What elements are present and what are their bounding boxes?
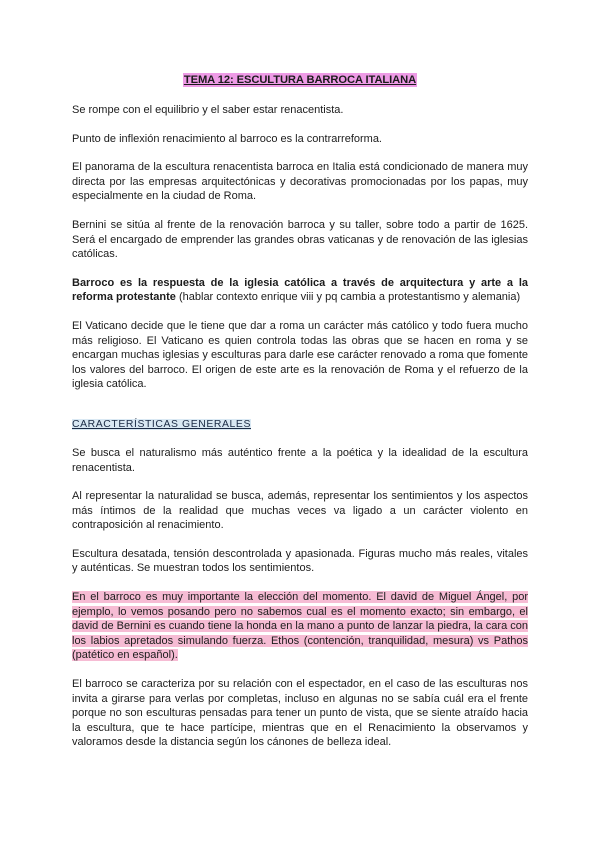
paragraph-respuesta-note: (hablar contexto enrique viii y pq cambia a protestantismo y alemania): [175, 291, 521, 304]
paragraph-vaticano: El Vaticano decide que le tiene que dar a roma un carácter más católico y todo fuera mucho más religioso. El Vaticano es quien controla todas las obras que se hacen en roma y se encargan muchas iglesias y esculturas para darle ese carácter renovado a roma que fomente los valores del barroco. El origen de este arte es la renovación de Roma y el refuerzo de la iglesia católica.: [72, 319, 528, 391]
section-heading-container: [72, 418, 528, 432]
paragraph-espectador: El barroco se caracteriza por su relación con el espectador, en el caso de las esculturas nos invita a girarse para verlas por completas, incluso en algunas no se sabía cuál era el frente porque no son esculturas pensadas para tener un punto de vista, que se siente atraído hacia la escultura, que te hace partícipe, mientras que en el Renacimiento la observamos y valoramos desde la distancia según los cánones de belleza ideal.: [72, 678, 528, 749]
section-heading: CARACTERÍSTICAS GENERALES: [72, 418, 251, 430]
paragraph-respuesta-bold: Barroco es la respuesta de la iglesia católica a través de arquitectura y arte a la reforma protestante: [72, 276, 528, 304]
document-title: TEMA 12: ESCULTURA BARROCA ITALIANA: [183, 74, 417, 86]
paragraph-naturalismo: Se busca el naturalismo más auténtico frente a la poética y la idealidad de la escultura renacentista.: [72, 446, 528, 474]
paragraph-momento-container: [72, 590, 528, 663]
paragraph-respuesta: [72, 276, 528, 305]
paragraph-escultura-desatada: Escultura desatada, tensión descontrolada y apasionada. Figuras mucho más reales, vitales y auténticas. Se muestran todos los sentimientos.: [72, 547, 528, 575]
paragraph-naturalidad: Al representar la naturalidad se busca, además, representar los sentimientos y los aspectos más íntimos de la realidad que muchas veces va ligado a un carácter violento en contraposición al renacimiento.: [72, 490, 528, 532]
paragraph-momento: En el barroco es muy importante la elección del momento. El david de Miguel Ángel, por ejemplo, lo vemos posando pero no sabemos cual es el momento exacto; sin embargo, el david de Bernini es cuando tiene la honda en la mano a punto de lanzar la piedra, la cara con los labios apretados simulando fuerza. Ethos (contención, tranquilidad, mesura) vs Pathos (patético en español).: [72, 591, 528, 662]
title-container: [72, 70, 528, 88]
paragraph-bernini: Bernini se sitúa al frente de la renovación barroca y su taller, sobre todo a partir de 1625. Será el encargado de emprender las grandes obras vaticanas y de renovación de las iglesias católicas.: [72, 218, 528, 261]
paragraph-contrarreforma: Punto de inflexión renacimiento al barroco es la contrarreforma.: [72, 132, 382, 145]
paragraph-equilibrio: Se rompe con el equilibrio y el saber estar renacentista.: [72, 104, 344, 116]
paragraph-panorama: El panorama de la escultura renacentista barroca en Italia está condicionado de manera muy directa por las empresas arquitectónicas y decorativas promocionadas por los papas, muy especialmente en la ciudad de Roma.: [72, 161, 528, 203]
